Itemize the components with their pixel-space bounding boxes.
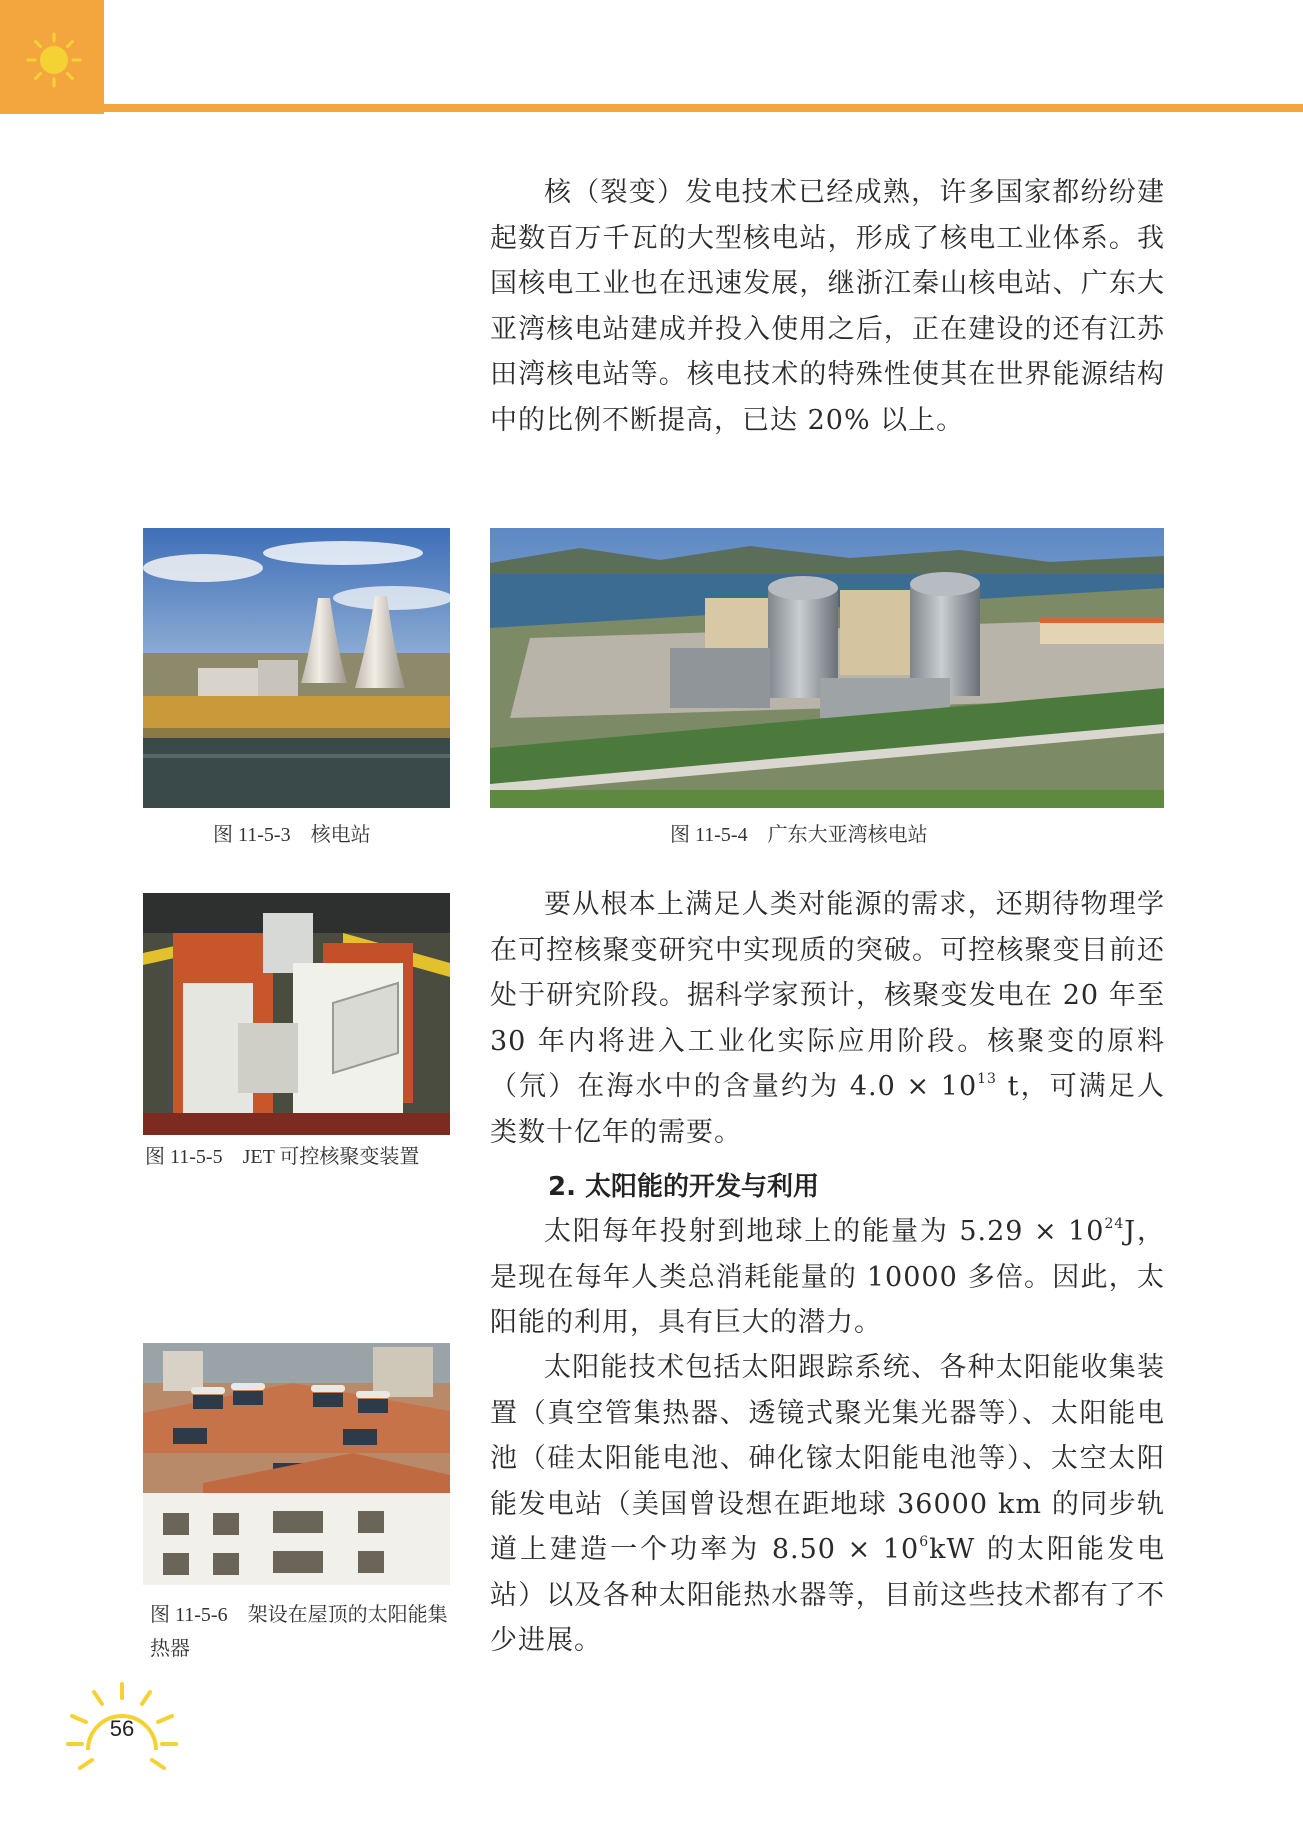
paragraph-text: 要从根本上满足人类对能源的需求，还期待物理学在可控核聚变研究中实现质的突破。可控核聚变目前还处于研究阶段。据科学家预计，核聚变发电在 20 年至 30 年内将进入工业化实际应用阶段。核聚变的原料（氘）在海水中的含量约为 4.0 × 10 bbox=[490, 889, 1165, 1102]
photo-rooftop-solar-collectors bbox=[143, 1343, 450, 1585]
sun-icon bbox=[26, 32, 82, 88]
photo-daya-bay-nuclear-station bbox=[490, 528, 1164, 808]
photo-jet-fusion-device bbox=[143, 893, 450, 1135]
header-rule bbox=[104, 104, 1303, 112]
paragraph-controlled-fusion bbox=[490, 882, 1165, 1155]
exponent: 6 bbox=[919, 1534, 930, 1550]
exponent: 13 bbox=[977, 1071, 997, 1087]
exponent: 24 bbox=[1104, 1216, 1125, 1232]
paragraph-text: 太阳每年投射到地球上的能量为 5.29 × 10 bbox=[544, 1216, 1105, 1247]
section-heading-solar-energy: 2. 太阳能的开发与利用 bbox=[548, 1172, 820, 1202]
paragraph-text: t，可满足人类数十亿年的需要。 bbox=[490, 1071, 1165, 1148]
paragraph-solar-technology bbox=[490, 1345, 1165, 1664]
paragraph-text: kW 的太阳能发电站）以及各种太阳能热水器等，目前这些技术都有了不少进展。 bbox=[490, 1534, 1165, 1656]
paragraph-solar-energy-amount bbox=[490, 1209, 1165, 1346]
caption-fig-11-5-6: 图 11-5-6 架设在屋顶的太阳能集热器 bbox=[150, 1604, 448, 1660]
caption-fig-11-5-4: 图 11-5-4 广东大亚湾核电站 bbox=[670, 824, 928, 846]
photo-nuclear-power-station bbox=[143, 528, 450, 808]
paragraph-text: J，是现在每年人类总消耗能量的 10000 多倍。因此，太阳能的利用，具有巨大的潜力。 bbox=[490, 1216, 1166, 1338]
page-number: 56 bbox=[109, 1716, 135, 1741]
caption-fig-11-5-3: 图 11-5-3 核电站 bbox=[213, 824, 371, 846]
paragraph-text: 太阳能技术包括太阳跟踪系统、各种太阳能收集装置（真空管集热器、透镜式聚光集光器等）、太阳能电池（硅太阳能电池、砷化镓太阳能电池等）、太空太阳能发电站（美国曾设想在距地球 36000 km 的同步轨道上建造一个功率为 8.50 × 10 bbox=[490, 1352, 1165, 1565]
header-color-block bbox=[0, 0, 104, 114]
paragraph-nuclear-fission: 核（裂变）发电技术已经成熟，许多国家都纷纷建起数百万千瓦的大型核电站，形成了核电工业体系。我国核电工业也在迅速发展，继浙江秦山核电站、广东大亚湾核电站建成并投入使用之后，正在建设的还有江苏田湾核电站等。核电技术的特殊性使其在世界能源结构中的比例不断提高，已达 20% 以上。 bbox=[490, 177, 1165, 436]
caption-fig-11-5-5: 图 11-5-5 JET 可控核聚变装置 bbox=[145, 1146, 420, 1168]
